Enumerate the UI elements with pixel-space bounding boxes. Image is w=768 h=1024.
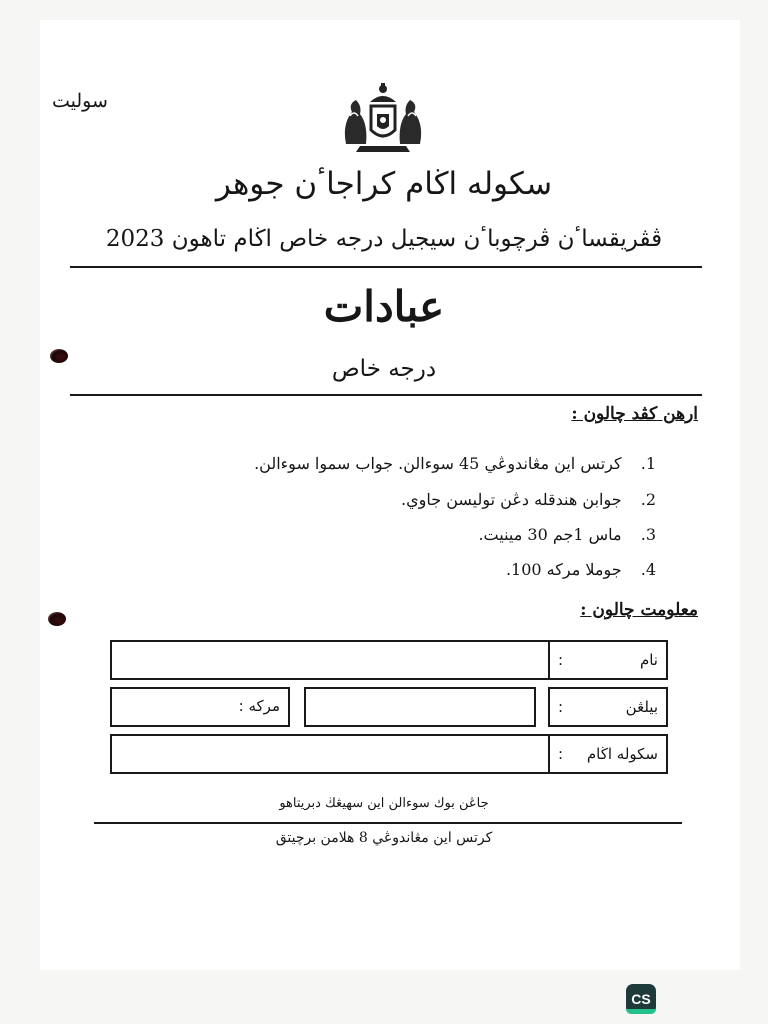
punch-hole-bottom — [48, 612, 66, 626]
school-label-cell — [548, 734, 668, 774]
instruction-item-4 — [506, 560, 656, 579]
punch-hole-top — [50, 349, 68, 363]
marks-label: مركه : — [238, 697, 280, 715]
instruction-item-3 — [478, 525, 656, 544]
marks-box[interactable] — [110, 687, 290, 727]
instruction-number: 2. — [640, 490, 656, 509]
class-colon: : — [558, 698, 564, 716]
johor-crest-logo — [336, 80, 430, 158]
page-count-note: كرتس اين مڠاندوڠي 8 هلامن برچيتق — [275, 830, 493, 846]
candidate-heading: معلومت چالون : — [580, 600, 698, 620]
name-label-cell — [548, 640, 668, 680]
instruction-number: 3. — [640, 525, 656, 544]
header-rule — [70, 266, 702, 268]
do-not-open-note: جاڠن بوك سوءالن اين سهيڠڬ دبريتاهو — [279, 796, 489, 811]
school-name: سكوله اڬام كراجاٴن جوهر — [215, 166, 553, 202]
instruction-number: 1. — [640, 454, 656, 473]
instruction-number: 4. — [640, 560, 656, 579]
instruction-item-2 — [401, 490, 656, 509]
name-input-box[interactable] — [110, 640, 550, 680]
exam-title: ڤڤريقساٴن ڤرچوباٴن سيجيل درجه خاص اڬام تاهون 2023 — [105, 226, 663, 252]
class-input-box[interactable] — [304, 687, 536, 727]
school-input-box[interactable] — [110, 734, 550, 774]
level-title: درجه خاص — [331, 356, 437, 382]
footer-rule — [94, 822, 682, 824]
instruction-text: جوابن هندقله دڠن توليسن جاوي. — [401, 490, 622, 509]
corner-label: سوليت — [52, 90, 108, 112]
level-rule — [70, 394, 702, 396]
school-colon: : — [558, 745, 564, 763]
subject-title: عبادات — [323, 282, 445, 331]
name-label: نام — [639, 651, 658, 669]
school-label: سكوله اڬام — [586, 745, 658, 763]
instruction-item-1 — [254, 454, 656, 473]
class-label-cell — [548, 687, 668, 727]
name-colon: : — [558, 651, 564, 669]
instruction-text: جوملا مركه 100. — [505, 560, 622, 579]
instructions-heading: ارهن كڤد چالون : — [571, 404, 698, 424]
class-label: بيلڠن — [625, 698, 658, 716]
instruction-text: كرتس اين مڠاندوڠي 45 سوءالن. جواب سموا سوءالن. — [254, 454, 622, 473]
camscanner-badge: CS — [626, 984, 656, 1014]
instruction-text: ماس 1جم 30 مينيت. — [478, 525, 622, 544]
